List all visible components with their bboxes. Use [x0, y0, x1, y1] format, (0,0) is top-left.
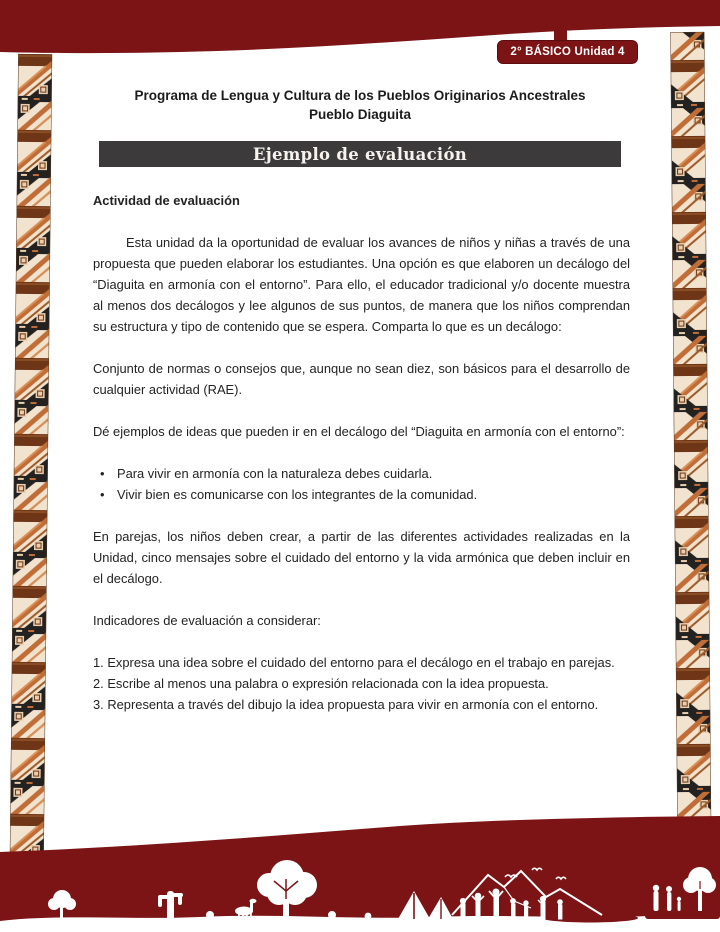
- unit-badge-label: 2° BÁSICO Unidad 4: [510, 46, 625, 58]
- right-border-pattern: [670, 32, 711, 874]
- section-banner-title: Ejemplo de evaluación: [252, 144, 468, 164]
- bullet-icon: •: [100, 487, 105, 502]
- indicators-heading: Indicadores de evaluación a considerar:: [93, 613, 321, 628]
- footer-landscape-art: [0, 815, 720, 932]
- examples-bullet-list: [93, 463, 630, 505]
- indicator-item: 3. Representa a través del dibujo la idea propuesta para vivir en armonía con el entorno.: [93, 697, 599, 712]
- list-item: [93, 484, 630, 505]
- activity-heading: Actividad de evaluación: [93, 193, 240, 208]
- left-border-pattern: [10, 54, 52, 854]
- indicator-item: 1. Expresa una idea sobre el cuidado del entorno para el decálogo en el trabajo en parejas.: [93, 655, 615, 670]
- bullet-text: Vivir bien es comunicarse con los integrantes de la comunidad.: [117, 487, 478, 502]
- document-body: [93, 190, 630, 715]
- list-item: [93, 463, 630, 484]
- indicators-list: [93, 652, 630, 715]
- bullet-icon: •: [100, 466, 105, 481]
- examples-intro: Dé ejemplos de ideas que pueden ir en el decálogo del “Diaguita en armonía con el entorno”:: [93, 424, 625, 439]
- bullet-text: Para vivir en armonía con la naturaleza debes cuidarla.: [117, 466, 433, 481]
- pairs-paragraph: En parejas, los niños deben crear, a partir de las diferentes actividades realizadas en la Unidad, cinco mensajes sobre el cuidado del entorno y la vida armónica que deben incluir en el decálogo.: [93, 529, 630, 586]
- program-title: [60, 86, 660, 124]
- indicator-item: 2. Escribe al menos una palabra o expresión relacionada con la idea propuesta.: [93, 676, 549, 691]
- program-title-line2: Pueblo Diaguita: [308, 107, 411, 122]
- definition-paragraph: Conjunto de normas o consejos que, aunque no sean diez, son básicos para el desarrollo de cualquier actividad (RAE).: [93, 361, 630, 397]
- section-banner: [99, 141, 621, 167]
- unit-badge: [497, 40, 638, 64]
- intro-paragraph: Esta unidad da la oportunidad de evaluar los avances de niños y niñas a través de una propuesta que pueden elaborar los estudiantes. Una opción es que elaboren un decálogo del “Diaguita en armonía con el entorno”. Para ello, el educador tradicional y/o docente muestra al menos dos decálogos y lee algunos de sus puntos, de manera que los niños comprendan su estructura y tipo de contenido que se espera. Comparta lo que es un decálogo:: [93, 235, 630, 334]
- program-title-line1: Programa de Lengua y Cultura de los Pueblos Originarios Ancestrales: [134, 88, 586, 103]
